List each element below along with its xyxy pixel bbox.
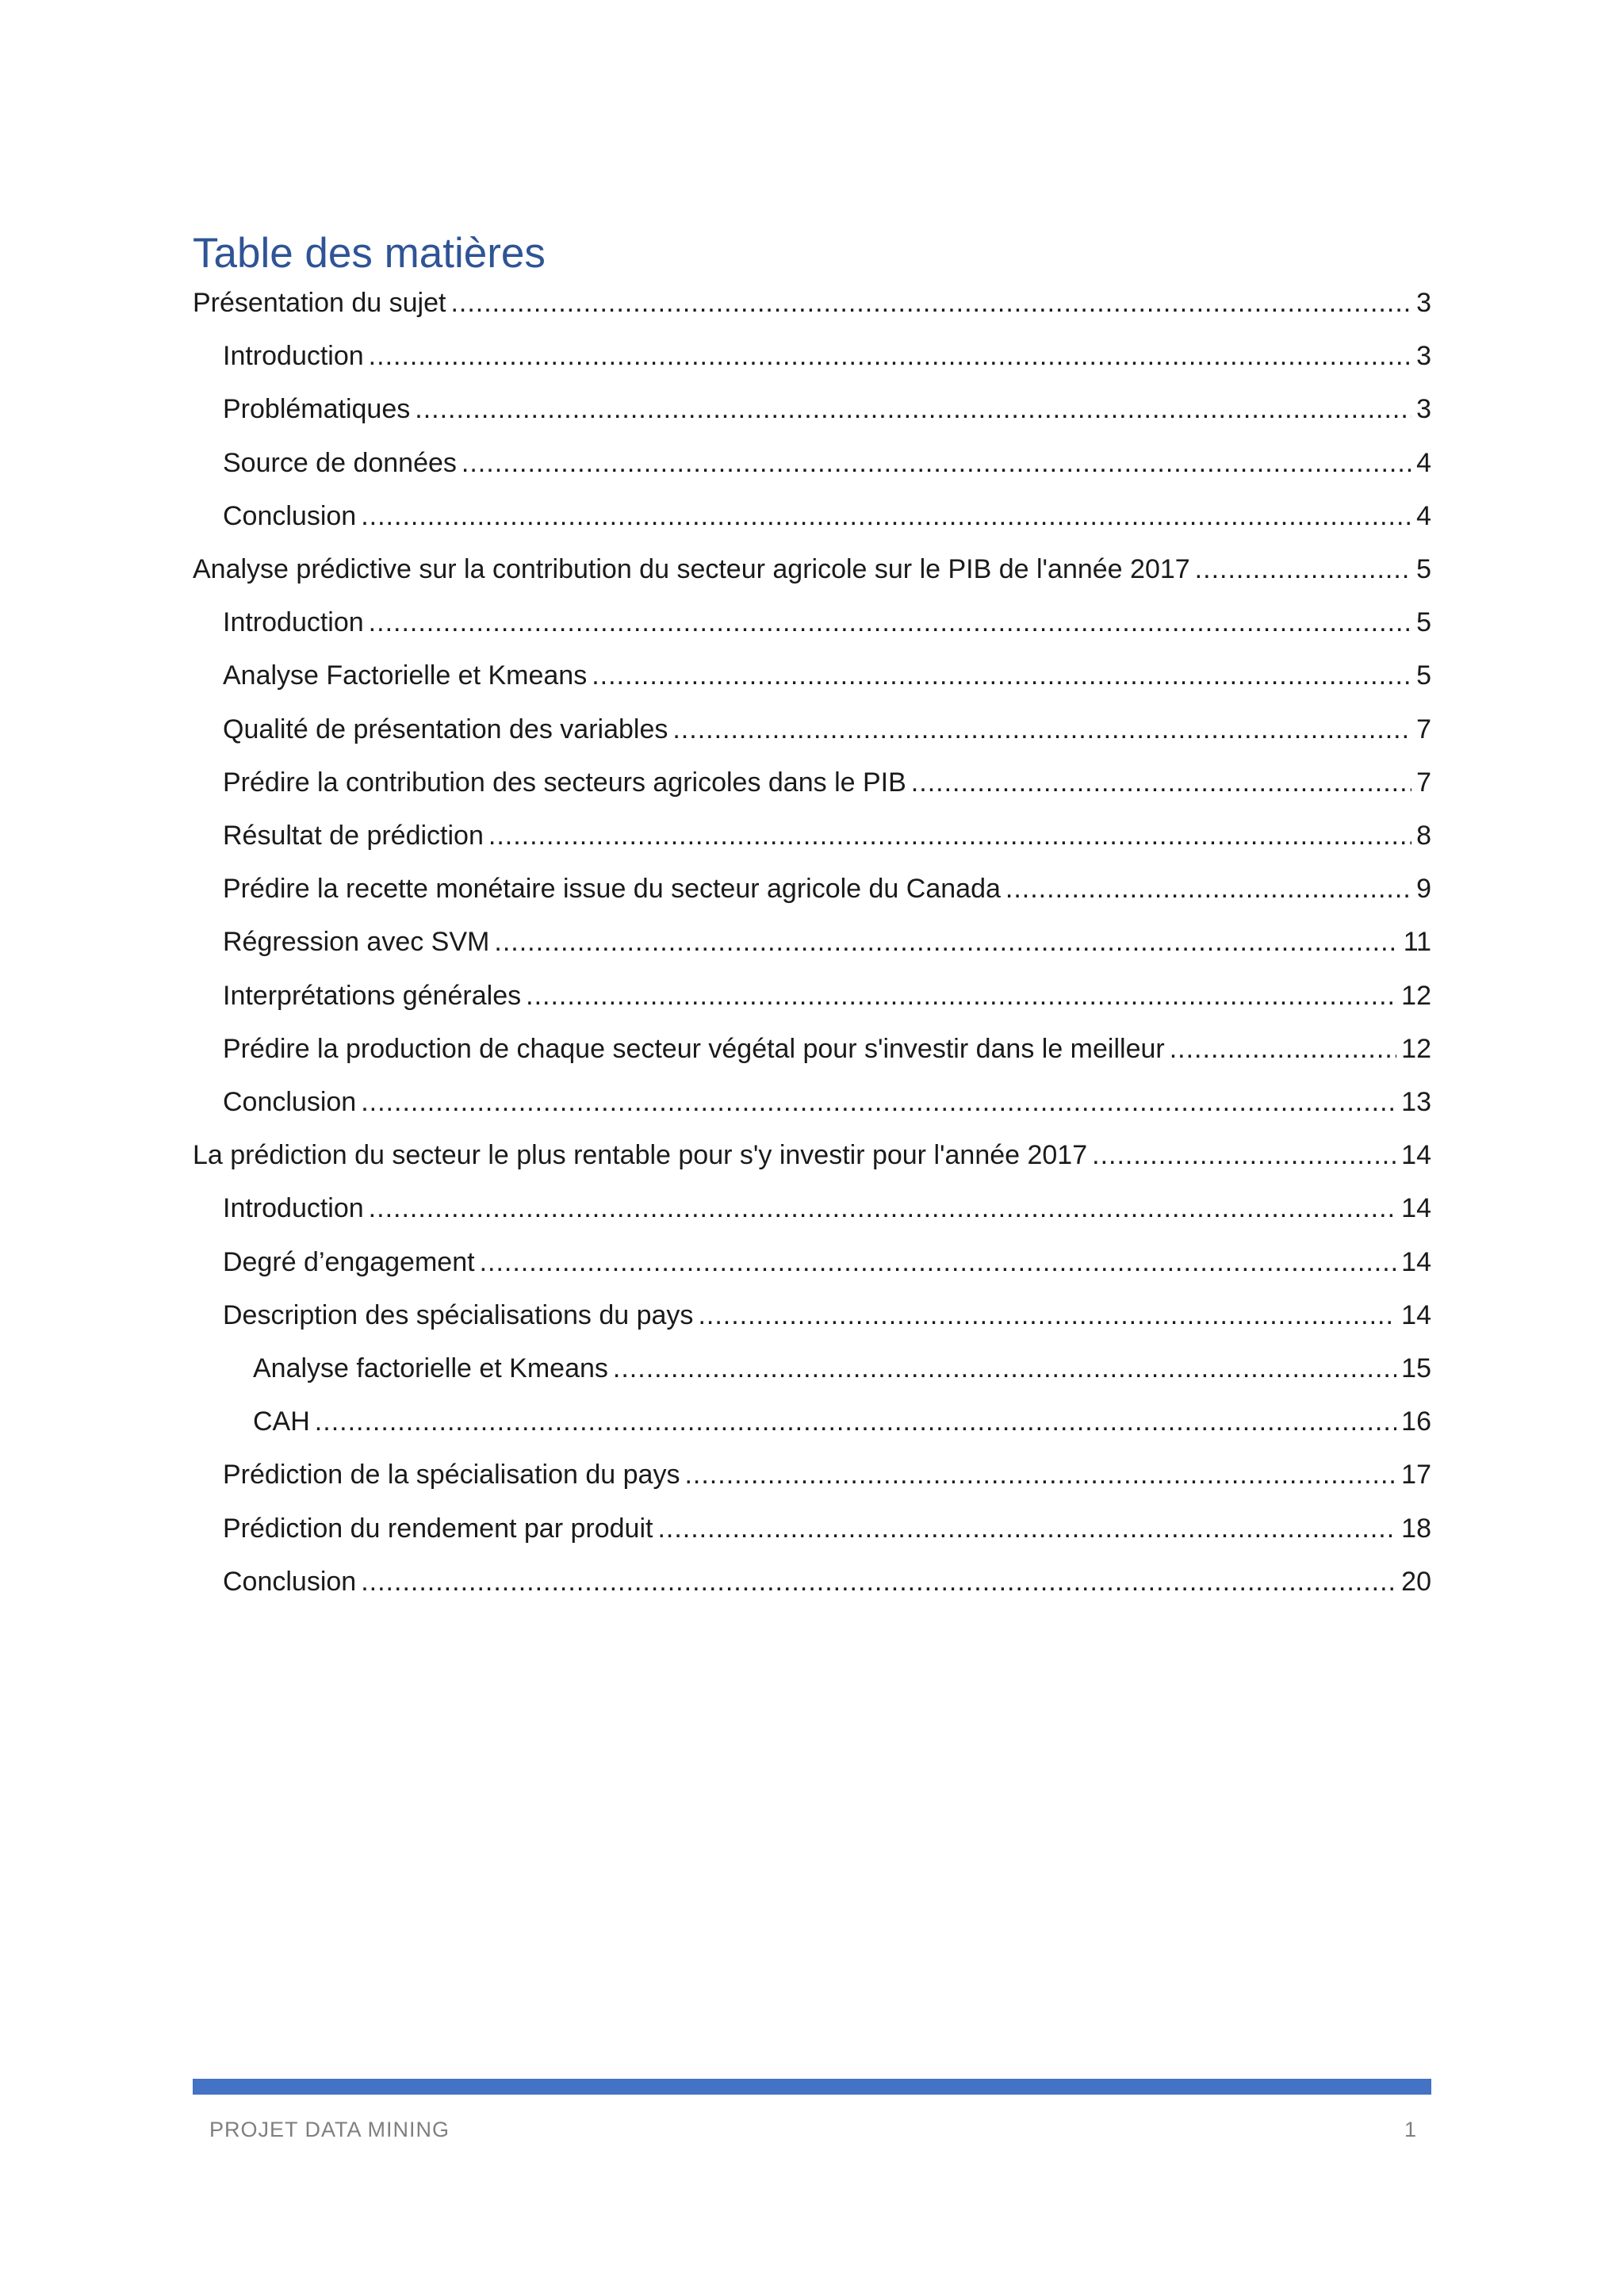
toc-entry-page: 5 (1416, 607, 1431, 637)
toc-entry[interactable] (223, 814, 1431, 857)
toc-entry-label: Degré d’engagement (223, 1241, 480, 1284)
footer-project-title: PROJET DATA MINING (209, 2118, 450, 2141)
toc-entry-page: 3 (1416, 288, 1431, 318)
toc-dot-leader (450, 281, 1411, 324)
toc-entry[interactable] (223, 708, 1431, 751)
toc-entry-page: 18 (1401, 1513, 1431, 1544)
toc-entry[interactable] (223, 1081, 1431, 1123)
toc-entry-label: Introduction (223, 335, 369, 377)
toc-entry-label: Introduction (223, 601, 369, 644)
toc-dot-leader (369, 1187, 1397, 1230)
toc-entry-page: 14 (1401, 1247, 1431, 1277)
toc-dot-leader (361, 495, 1411, 538)
toc-dot-leader (613, 1347, 1396, 1390)
toc-dot-leader (315, 1400, 1396, 1443)
toc-entry-page: 4 (1416, 448, 1431, 478)
toc-entry-page: 5 (1416, 660, 1431, 691)
toc-entry-label: Analyse prédictive sur la contribution du secteur agricole sur le PIB de l'année 2017 (193, 548, 1195, 591)
toc-entry-label: La prédiction du secteur le plus rentable pour s'y investir pour l'année 2017 (193, 1134, 1092, 1177)
toc-entry[interactable] (223, 495, 1431, 538)
toc-entry-label: Description des spécialisations du pays (223, 1294, 698, 1337)
toc-entry-page: 15 (1401, 1353, 1431, 1383)
toc-entry[interactable] (223, 974, 1431, 1017)
toc-entry[interactable] (223, 335, 1431, 377)
toc-entry[interactable] (193, 1134, 1431, 1177)
toc-entry-label: Qualité de présentation des variables (223, 708, 672, 751)
toc-dot-leader (369, 601, 1411, 644)
toc-dot-leader (480, 1241, 1397, 1284)
toc-entry[interactable] (223, 654, 1431, 697)
toc-entry-label: Conclusion (223, 1560, 361, 1603)
toc-entry-label: Source de données (223, 442, 462, 484)
toc-dot-leader (684, 1453, 1396, 1496)
toc-dot-leader (911, 761, 1411, 804)
toc-entry-label: Prédire la recette monétaire issue du secteur agricole du Canada (223, 867, 1005, 910)
toc-entry-page: 20 (1401, 1567, 1431, 1597)
toc-dot-leader (462, 442, 1411, 484)
toc-entry-label: Analyse Factorielle et Kmeans (223, 654, 592, 697)
toc-title: Table des matières (193, 230, 546, 277)
toc-dot-leader (1092, 1134, 1396, 1177)
toc-entry[interactable] (193, 281, 1431, 324)
toc-entry-label: Résultat de prédiction (223, 814, 488, 857)
toc-entry[interactable] (253, 1400, 1431, 1443)
toc-entry-page: 9 (1416, 874, 1431, 904)
toc-entry-page: 7 (1416, 767, 1431, 798)
toc-entry-page: 14 (1401, 1140, 1431, 1170)
toc-entry[interactable] (193, 548, 1431, 591)
toc-entry[interactable] (223, 1453, 1431, 1496)
toc-dot-leader (488, 814, 1411, 857)
toc-dot-leader (698, 1294, 1396, 1337)
toc-entry[interactable] (223, 1027, 1431, 1070)
footer-rule (193, 2079, 1431, 2095)
toc-entry-label: Interprétations générales (223, 974, 526, 1017)
toc-entry-label: Conclusion (223, 495, 361, 538)
toc-entry-label: Prédire la production de chaque secteur végétal pour s'investir dans le meilleur (223, 1027, 1170, 1070)
toc-entry-page: 14 (1401, 1193, 1431, 1223)
toc-entry-page: 3 (1416, 394, 1431, 424)
toc-dot-leader (657, 1507, 1396, 1550)
toc-entry[interactable] (223, 388, 1431, 430)
toc-entry-label: Analyse factorielle et Kmeans (253, 1347, 613, 1390)
toc-entry-page: 14 (1401, 1300, 1431, 1330)
toc-entry[interactable] (223, 1507, 1431, 1550)
toc-dot-leader (361, 1560, 1396, 1603)
footer-page-number: 1 (1404, 2118, 1416, 2141)
toc-entry-label: Présentation du sujet (193, 281, 450, 324)
toc-entry[interactable] (223, 1294, 1431, 1337)
toc-entry[interactable] (223, 920, 1431, 963)
toc-entry-label: Problématiques (223, 388, 415, 430)
toc-dot-leader (369, 335, 1411, 377)
toc-entry[interactable] (223, 1560, 1431, 1603)
toc-dot-leader (415, 388, 1411, 430)
toc-entry-label: Prédiction du rendement par produit (223, 1507, 657, 1550)
toc-entry-page: 7 (1416, 714, 1431, 744)
toc-dot-leader (494, 920, 1398, 963)
toc-entry-label: Prédiction de la spécialisation du pays (223, 1453, 684, 1496)
toc-entry-label: Régression avec SVM (223, 920, 494, 963)
toc-dot-leader (526, 974, 1396, 1017)
toc-dot-leader (1005, 867, 1411, 910)
toc-dot-leader (361, 1081, 1396, 1123)
toc-dot-leader (672, 708, 1411, 751)
toc-entry-page: 11 (1403, 927, 1431, 957)
toc-entry[interactable] (223, 1187, 1431, 1230)
toc-entry[interactable] (223, 761, 1431, 804)
toc-entry-page: 16 (1401, 1406, 1431, 1437)
toc-entry[interactable] (223, 867, 1431, 910)
toc-entry-label: CAH (253, 1400, 315, 1443)
toc-dot-leader (1170, 1027, 1396, 1070)
toc-entry[interactable] (223, 1241, 1431, 1284)
toc-entry-page: 5 (1416, 554, 1431, 584)
toc-entry-page: 17 (1401, 1460, 1431, 1490)
toc-entry-page: 3 (1416, 341, 1431, 371)
toc-entry-label: Introduction (223, 1187, 369, 1230)
toc-entry-label: Conclusion (223, 1081, 361, 1123)
toc-dot-leader (592, 654, 1411, 697)
toc-entry[interactable] (223, 601, 1431, 644)
toc-entry-page: 12 (1401, 1034, 1431, 1064)
toc-entry-page: 13 (1401, 1087, 1431, 1117)
toc-entry-label: Prédire la contribution des secteurs agricoles dans le PIB (223, 761, 911, 804)
toc-entry[interactable] (223, 442, 1431, 484)
toc-entry-page: 12 (1401, 981, 1431, 1011)
toc-dot-leader (1195, 548, 1411, 591)
toc-entry-page: 8 (1416, 821, 1431, 851)
toc-entry[interactable] (253, 1347, 1431, 1390)
toc-entry-page: 4 (1416, 501, 1431, 531)
